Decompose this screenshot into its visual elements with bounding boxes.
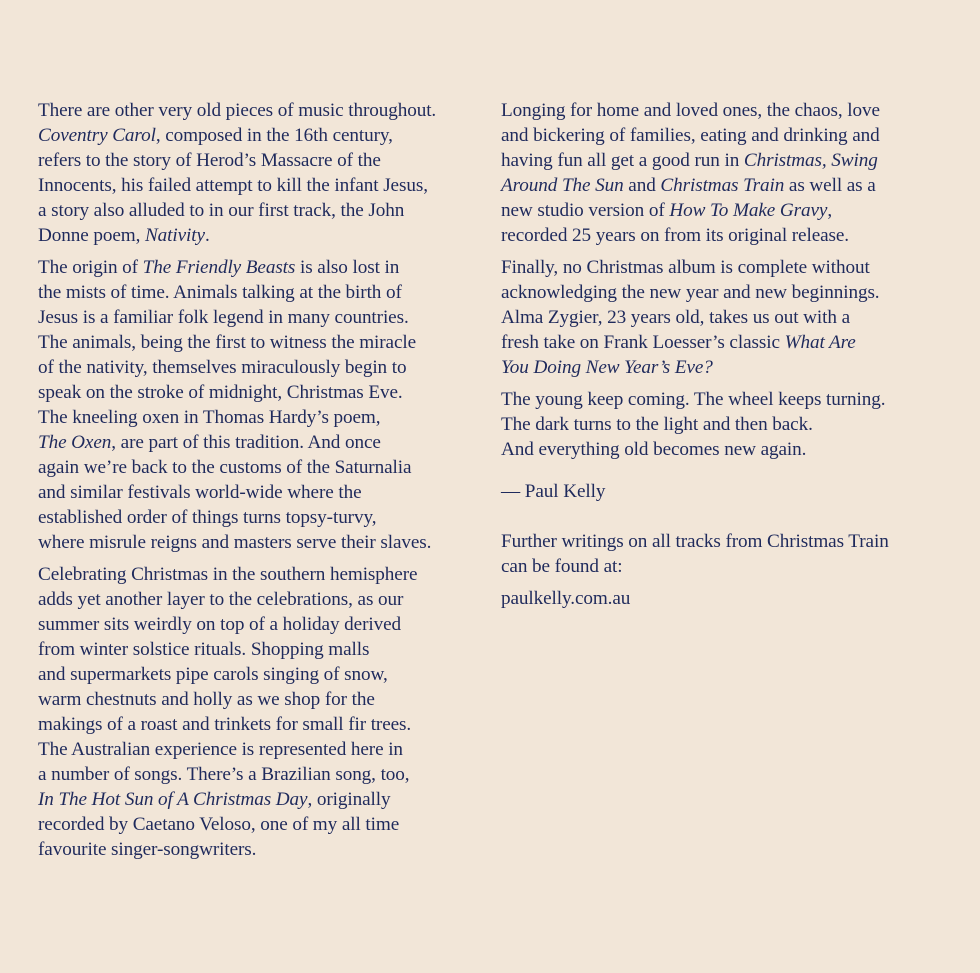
text-line: [501, 255, 946, 280]
text-run: Alma Zygier, 23 years old, takes us out with a: [501, 307, 850, 328]
text-run: Longing for home and loved ones, the chaos, love: [501, 100, 880, 121]
text-run: fresh take on Frank Loesser’s classic: [501, 332, 785, 353]
title-italic: What Are: [784, 332, 856, 353]
text-line: [501, 387, 946, 412]
text-run: favourite singer-songwriters.: [38, 839, 257, 860]
text-line: [501, 198, 946, 223]
text-line: [38, 480, 483, 505]
text-run: And everything old becomes new again.: [501, 439, 807, 460]
text-run: ,: [827, 200, 833, 221]
text-run: of the nativity, themselves miraculously begin to: [38, 357, 407, 378]
right-paragraphs: [501, 98, 946, 462]
title-italic: You Doing New Year’s Eve?: [501, 357, 713, 378]
title-italic: Christmas, Swing: [743, 150, 878, 171]
text-line: [38, 812, 483, 837]
text-line: [501, 305, 946, 330]
text-run: Celebrating Christmas in the southern hemisphere: [38, 564, 418, 585]
text-run: Innocents, his failed attempt to kill the infant Jesus,: [38, 175, 428, 196]
text-line: [501, 280, 946, 305]
text-run: , originally: [307, 789, 391, 810]
text-line: [501, 330, 946, 355]
text-line: [38, 123, 483, 148]
text-run: a number of songs. There’s a Brazilian song, too,: [38, 764, 410, 785]
text-run: and: [623, 175, 661, 196]
paragraph: [501, 98, 946, 248]
further-writings-note: [501, 529, 946, 579]
title-italic: Christmas Train: [660, 175, 785, 196]
website-link[interactable]: [501, 586, 946, 611]
text-run: the mists of time. Animals talking at the birth of: [38, 282, 402, 303]
text-line: [38, 687, 483, 712]
paragraph: [501, 387, 946, 462]
right-column: [501, 98, 946, 618]
text-run: There are other very old pieces of music throughout.: [38, 100, 437, 121]
text-line: [38, 305, 483, 330]
text-line: [501, 98, 946, 123]
text-run: recorded 25 years on from its original release.: [501, 225, 850, 246]
text-line: [38, 380, 483, 405]
text-line: [38, 587, 483, 612]
text-run: is also lost in: [295, 257, 400, 278]
paragraph: [38, 255, 483, 555]
text-run: Donne poem,: [38, 225, 145, 246]
text-run: .: [204, 225, 210, 246]
text-run: new studio version of: [501, 200, 670, 221]
text-run: and similar festivals world-wide where the: [38, 482, 362, 503]
left-column: [38, 98, 483, 869]
text-line: [38, 173, 483, 198]
signoff: [501, 479, 946, 504]
text-run: The animals, being the first to witness the miracle: [38, 332, 417, 353]
text-run: refers to the story of Herod’s Massacre of the: [38, 150, 381, 171]
text-line: [38, 430, 483, 455]
text-run: The dark turns to the light and then back.: [501, 414, 813, 435]
title-italic: How To Make Gravy: [669, 200, 828, 221]
title-italic: The Oxen: [38, 432, 112, 453]
text-line: [501, 412, 946, 437]
text-run: The origin of: [38, 257, 143, 278]
text-line: [38, 762, 483, 787]
paragraph: [38, 98, 483, 248]
text-line: [38, 737, 483, 762]
text-run: The kneeling oxen in Thomas Hardy’s poem,: [38, 407, 381, 428]
text-run: having fun all get a good run in: [501, 150, 744, 171]
text-run: Jesus is a familiar folk legend in many countries.: [38, 307, 409, 328]
text-line: [38, 355, 483, 380]
text-run: makings of a roast and trinkets for small fir trees.: [38, 714, 412, 735]
text-line: [38, 612, 483, 637]
text-run: as well as a: [784, 175, 876, 196]
text-line: [38, 148, 483, 173]
text-line: [38, 198, 483, 223]
text-line: [38, 562, 483, 587]
text-line: [38, 837, 483, 862]
text-line: [38, 330, 483, 355]
further-writings-line: Further writings on all tracks from Christmas Train: [501, 531, 889, 552]
text-line: [38, 662, 483, 687]
text-run: from winter solstice rituals. Shopping malls: [38, 639, 370, 660]
title-italic: In The Hot Sun of A Christmas Day: [38, 789, 308, 810]
title-italic: The Friendly Beasts: [142, 257, 296, 278]
text-line: [38, 637, 483, 662]
text-run: Finally, no Christmas album is complete without: [501, 257, 870, 278]
text-line: [38, 505, 483, 530]
further-writings-line: can be found at:: [501, 556, 623, 577]
text-run: summer sits weirdly on top of a holiday derived: [38, 614, 401, 635]
text-run: adds yet another layer to the celebrations, as our: [38, 589, 404, 610]
text-line: [501, 223, 946, 248]
text-line: [38, 223, 483, 248]
title-italic: Coventry Carol: [38, 125, 156, 146]
text-run: recorded by Caetano Veloso, one of my all time: [38, 814, 400, 835]
text-line: [501, 437, 946, 462]
text-run: The Australian experience is represented here in: [38, 739, 403, 760]
signoff-text: — Paul Kelly: [501, 481, 606, 502]
text-line: [38, 98, 483, 123]
text-run: and bickering of families, eating and drinking and: [501, 125, 880, 146]
text-line: [501, 173, 946, 198]
text-line: [38, 530, 483, 555]
paragraph: [501, 255, 946, 380]
title-italic: Nativity: [144, 225, 205, 246]
text-line: [38, 712, 483, 737]
title-italic: Around The Sun: [501, 175, 624, 196]
text-run: where misrule reigns and masters serve their slaves.: [38, 532, 432, 553]
website-url[interactable]: paulkelly.com.au: [501, 588, 631, 609]
text-run: The young keep coming. The wheel keeps turning.: [501, 389, 886, 410]
text-run: , are part of this tradition. And once: [111, 432, 381, 453]
text-run: and supermarkets pipe carols singing of snow,: [38, 664, 388, 685]
text-run: acknowledging the new year and new beginnings.: [501, 282, 880, 303]
text-run: warm chestnuts and holly as we shop for the: [38, 689, 375, 710]
text-run: speak on the stroke of midnight, Christmas Eve.: [38, 382, 403, 403]
text-run: again we’re back to the customs of the Saturnalia: [38, 457, 412, 478]
text-line: [38, 787, 483, 812]
paragraph: [38, 562, 483, 862]
text-line: [501, 148, 946, 173]
text-run: established order of things turns topsy-turvy,: [38, 507, 377, 528]
text-line: [38, 280, 483, 305]
text-line: [501, 355, 946, 380]
text-line: [38, 405, 483, 430]
text-line: [38, 255, 483, 280]
text-run: a story also alluded to in our first track, the John: [38, 200, 405, 221]
text-line: [501, 123, 946, 148]
text-line: [38, 455, 483, 480]
text-run: , composed in the 16th century,: [155, 125, 393, 146]
